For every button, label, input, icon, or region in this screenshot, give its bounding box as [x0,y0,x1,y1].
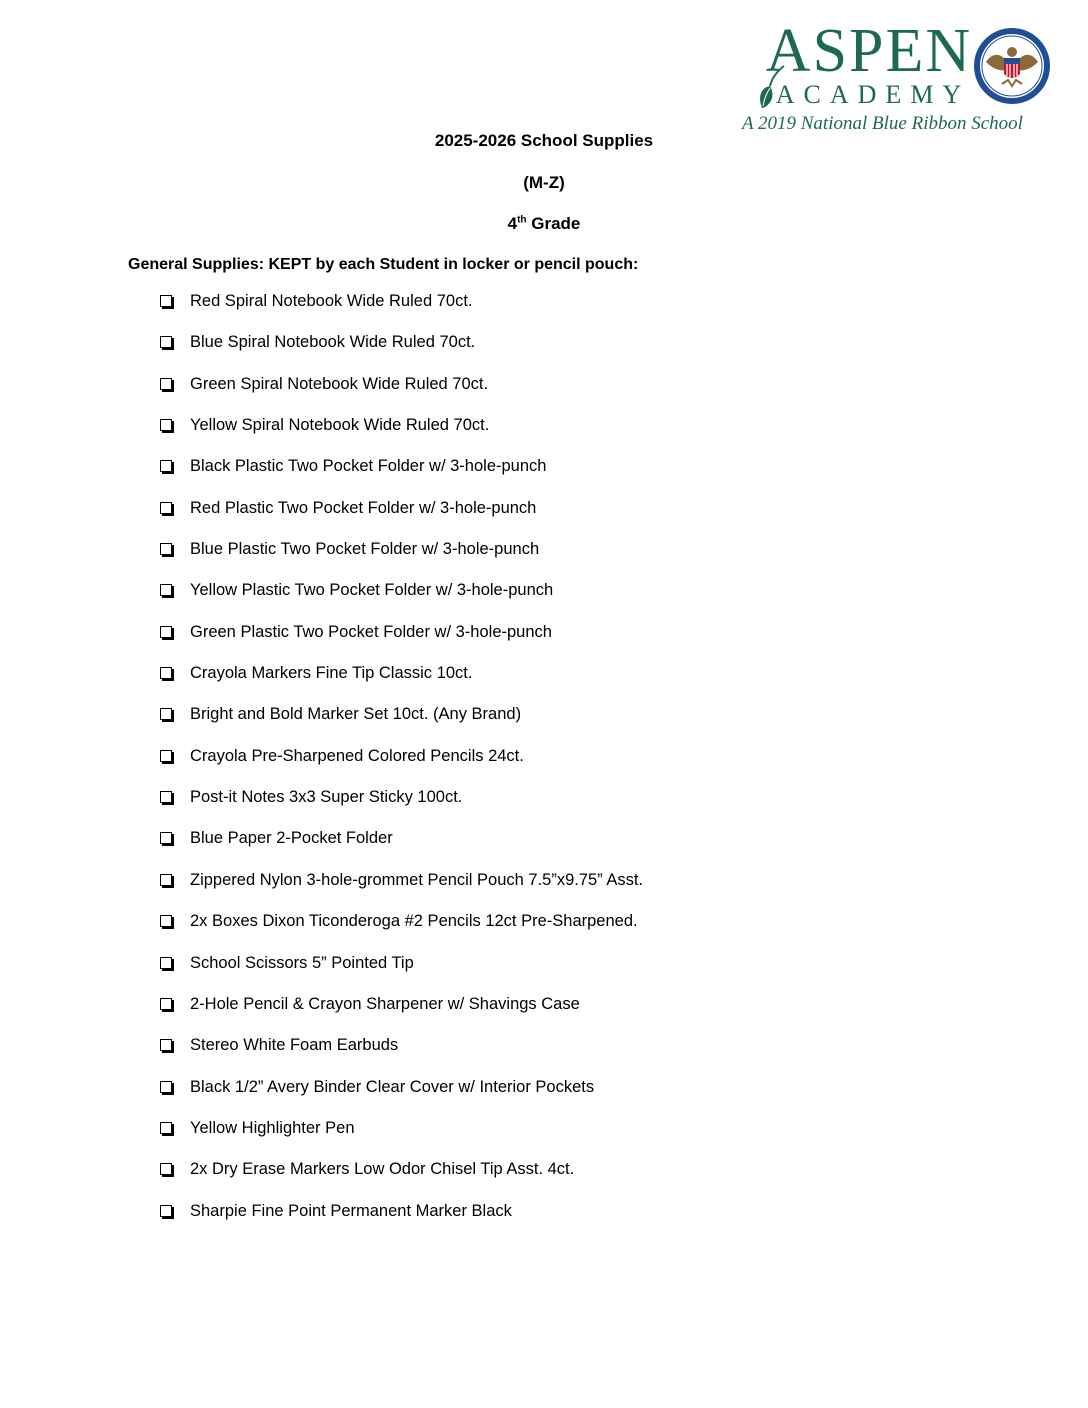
item-label: Red Spiral Notebook Wide Ruled 70ct. [190,292,473,310]
item-label: Blue Paper 2-Pocket Folder [190,829,393,848]
checkbox-icon[interactable] [160,832,172,844]
item-label: Crayola Markers Fine Tip Classic 10ct. [190,664,473,683]
item-label: Blue Plastic Two Pocket Folder w/ 3-hole-punch [190,540,540,559]
checkbox-icon[interactable] [160,419,172,431]
checkbox-icon[interactable] [160,295,172,307]
section-label: General Supplies: KEPT by each Student in locker or pencil pouch: [128,256,639,273]
item-label: Stereo White Foam Earbuds [190,1036,399,1055]
grade-number: 4 [507,214,518,233]
item-label: Zippered Nylon 3-hole-grommet Pencil Pouch 7.5”x9.75” Asst. [190,870,644,889]
item-label: Yellow Spiral Notebook Wide Ruled 70ct. [190,416,490,435]
checkbox-icon[interactable] [160,915,172,927]
checkbox-icon[interactable] [160,336,172,348]
checkbox-icon[interactable] [160,1163,172,1175]
list-item [160,952,643,993]
item-label: 2x Dry Erase Markers Low Odor Chisel Tip Asst. 4ct. [190,1160,575,1179]
item-label: Green Plastic Two Pocket Folder w/ 3-hole-punch [190,622,552,641]
item-label: School Scissors 5” Pointed Tip [190,953,414,972]
list-item [160,1117,643,1158]
checkbox-icon[interactable] [160,460,172,472]
list-item [160,1200,643,1241]
list-item [160,703,643,744]
list-item [160,827,643,868]
list-item [160,373,643,414]
logo-tagline: A 2019 National Blue Ribbon School [742,113,1023,134]
list-item [160,579,643,620]
checkbox-icon[interactable] [160,750,172,762]
list-item [160,786,643,827]
document-range: (M-Z) [523,173,565,192]
checkbox-icon[interactable] [160,998,172,1010]
checkbox-icon[interactable] [160,502,172,514]
item-label: Yellow Plastic Two Pocket Folder w/ 3-hole-punch [190,581,554,600]
list-item [160,869,643,910]
list-item [160,414,643,455]
list-item [160,290,643,331]
list-item [160,662,643,703]
checkbox-icon[interactable] [160,791,172,803]
item-label: Sharpie Fine Point Permanent Marker Black [190,1201,512,1220]
grade-word: Grade [531,214,581,233]
list-item [160,538,643,579]
list-item [160,910,643,951]
logo-name: ASPEN [765,17,973,85]
checkbox-icon[interactable] [160,1205,172,1217]
list-item [160,497,643,538]
list-item [160,745,643,786]
item-label: Yellow Highlighter Pen [190,1118,355,1137]
grade-suffix: th [517,214,527,226]
checkbox-icon[interactable] [160,584,172,596]
item-label: Post-it Notes 3x3 Super Sticky 100ct. [190,788,463,807]
item-label: Blue Spiral Notebook Wide Ruled 70ct. [190,333,476,352]
list-item [160,331,643,372]
supply-list [160,290,643,1241]
item-label: Bright and Bold Marker Set 10ct. (Any Brand) [190,705,522,724]
checkbox-icon[interactable] [160,667,172,679]
item-label: Green Spiral Notebook Wide Ruled 70ct. [190,374,489,393]
checkbox-icon[interactable] [160,378,172,390]
checkbox-icon[interactable] [160,1039,172,1051]
list-item [160,1158,643,1199]
item-label: 2-Hole Pencil & Crayon Sharpener w/ Shavings Case [190,994,580,1013]
list-item [160,993,643,1034]
checkbox-icon[interactable] [160,626,172,638]
item-label: Black 1/2” Avery Binder Clear Cover w/ Interior Pockets [190,1077,595,1096]
checkbox-icon[interactable] [160,1122,172,1134]
checkbox-icon[interactable] [160,874,172,886]
checkbox-icon[interactable] [160,543,172,555]
school-logo [738,17,1058,140]
seal-icon [972,26,1052,106]
item-label: Crayola Pre-Sharpened Colored Pencils 24ct. [190,746,524,765]
list-item [160,455,643,496]
checkbox-icon[interactable] [160,708,172,720]
document-title: 2025-2026 School Supplies [434,131,654,150]
checkbox-icon[interactable] [160,957,172,969]
checkbox-icon[interactable] [160,1081,172,1093]
item-label: Black Plastic Two Pocket Folder w/ 3-hole-punch [190,457,547,476]
logo-subname: ACADEMY [775,80,971,109]
list-item [160,1034,643,1075]
list-item [160,1076,643,1117]
grade-heading [344,213,744,235]
item-label: Red Plastic Two Pocket Folder w/ 3-hole-punch [190,498,537,517]
list-item [160,621,643,662]
item-label: 2x Boxes Dixon Ticonderoga #2 Pencils 12ct Pre-Sharpened. [190,912,638,931]
